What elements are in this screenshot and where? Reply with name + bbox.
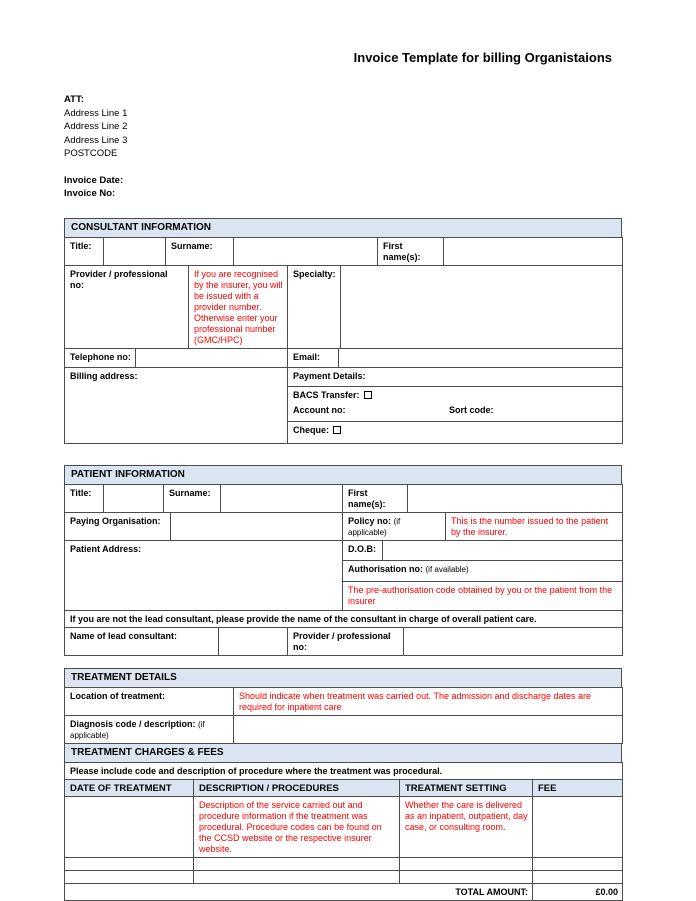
charges-header-row — [65, 779, 623, 796]
lead-consultant-row — [64, 627, 623, 656]
charges-section-header: TREATMENT CHARGES & FEES — [64, 743, 622, 763]
lead-provider-no-input[interactable] — [404, 627, 623, 655]
address-line-1: Address Line 1 — [64, 107, 128, 119]
diagnosis-label: Diagnosis code / description: — [70, 718, 196, 729]
policy-no-label-strong: Policy no: — [348, 515, 392, 526]
consultant-firstnames-input[interactable] — [444, 237, 623, 265]
date-of-treatment-input[interactable] — [65, 857, 194, 870]
consultant-firstnames-label: First name(s): — [378, 237, 444, 265]
treatment-setting-note: Whether the care is delivered as an inpatient, outpatient, day case, or consulting room. — [400, 796, 533, 857]
sort-code-label: Sort code: — [449, 404, 494, 415]
consultant-name-row — [64, 237, 623, 266]
patient-title-label: Title: — [65, 484, 104, 512]
treatment-location-row — [64, 687, 623, 716]
consultant-billing-payment-rows — [64, 367, 623, 444]
policy-no-hint: (if applicable) — [348, 516, 401, 537]
preauth-note: The pre-authorisation code obtained by you or the patient from the insurer — [343, 582, 623, 610]
invoice-meta-block — [64, 174, 622, 201]
patient-section-header: PATIENT INFORMATION — [64, 465, 622, 485]
account-sort-line — [293, 405, 618, 416]
lead-consultant-note-row — [64, 610, 623, 628]
col-fee: FEE — [533, 779, 623, 796]
lead-consultant-label: Name of lead consultant: — [65, 627, 219, 655]
cheque-cell — [288, 421, 623, 443]
telephone-input[interactable] — [136, 348, 288, 367]
fee-input[interactable] — [533, 857, 623, 870]
charges-note-row — [64, 762, 623, 780]
payment-details-label: Payment Details: — [288, 367, 623, 386]
invoice-no-label: Invoice No: — [64, 188, 116, 199]
policy-no-note: This is the number issued to the patient by the insurer. — [446, 512, 623, 540]
account-no-label: Account no: — [293, 404, 346, 415]
treatment-setting-input[interactable] — [400, 870, 533, 883]
consultant-section — [64, 218, 622, 444]
bacs-checkbox[interactable] — [364, 391, 372, 399]
diagnosis-hint: (if applicable) — [70, 719, 205, 740]
patient-title-input[interactable] — [104, 484, 164, 512]
specialty-label: Specialty: — [288, 265, 341, 348]
cheque-checkbox[interactable] — [333, 426, 341, 434]
consultant-provider-row — [64, 265, 623, 349]
charges-empty-row — [65, 857, 623, 870]
diagnosis-input[interactable] — [234, 715, 623, 743]
lead-consultant-input[interactable] — [219, 627, 288, 655]
consultant-surname-input[interactable] — [234, 237, 378, 265]
authorisation-no-cell[interactable] — [343, 560, 623, 581]
location-of-treatment-note: Should indicate when treatment was carried out. The admission and discharge dates are required for inpatient care — [234, 687, 623, 715]
paying-organisation-input[interactable] — [171, 512, 343, 540]
billing-address-input[interactable] — [65, 367, 288, 443]
description-note: Description of the service carried out and procedure information if the treatment was procedural. Procedure codes can be found on the CCSD website or the respective insurer website. — [194, 796, 400, 857]
dob-input[interactable] — [383, 540, 623, 560]
description-input[interactable] — [194, 857, 400, 870]
patient-address-rows — [64, 540, 623, 611]
col-description-procedures: DESCRIPTION / PROCEDURES — [194, 779, 400, 796]
address-line-2: Address Line 2 — [64, 121, 128, 132]
paying-organisation-row — [64, 512, 623, 541]
document-title: Invoice Template for billing Organistaions — [353, 50, 612, 65]
patient-surname-input[interactable] — [221, 484, 343, 512]
consultant-contact-row — [64, 348, 623, 368]
provider-number-label: Provider / professional no: — [65, 265, 189, 348]
charges-table — [64, 779, 623, 901]
charges-total-row — [65, 883, 623, 900]
consultant-surname-label: Surname: — [166, 237, 234, 265]
consultant-title-label: Title: — [65, 237, 104, 265]
lead-provider-no-label: Provider / professional no: — [288, 627, 404, 655]
bacs-line — [293, 390, 618, 401]
treatment-setting-input[interactable] — [400, 857, 533, 870]
specialty-input[interactable] — [341, 265, 623, 348]
fee-input[interactable] — [533, 796, 623, 857]
date-of-treatment-input[interactable] — [65, 796, 194, 857]
billing-address-label: Billing address: — [70, 370, 138, 381]
patient-firstnames-input[interactable] — [408, 484, 623, 512]
charges-guidance-row — [65, 796, 623, 857]
patient-address-input[interactable] — [65, 540, 343, 610]
fee-input[interactable] — [533, 870, 623, 883]
recipient-address-block — [64, 93, 622, 161]
consultant-section-header: CONSULTANT INFORMATION — [64, 218, 622, 238]
date-of-treatment-input[interactable] — [65, 870, 194, 883]
treatment-section-header: TREATMENT DETAILS — [64, 668, 622, 688]
policy-no-label — [343, 512, 446, 540]
patient-firstnames-label: First name(s): — [343, 484, 408, 512]
authorisation-no-hint: (if available) — [425, 564, 469, 574]
total-amount-value: £0.00 — [533, 883, 623, 900]
att-label: ATT: — [64, 94, 84, 105]
authorisation-no-label: Authorisation no: — [348, 563, 423, 574]
patient-section — [64, 465, 622, 656]
lead-consultant-note: If you are not the lead consultant, please provide the name of the consultant in charge of overall patient care. — [65, 610, 623, 627]
telephone-label: Telephone no: — [65, 348, 136, 367]
dob-label: D.O.B: — [343, 540, 383, 560]
cheque-label: Cheque: — [293, 424, 329, 435]
patient-name-row — [64, 484, 623, 513]
total-amount-label: TOTAL AMOUNT: — [65, 883, 533, 900]
email-input[interactable] — [339, 348, 623, 367]
email-label: Email: — [288, 348, 339, 367]
address-line-3: Address Line 3 — [64, 134, 128, 146]
col-treatment-setting: TREATMENT SETTING — [400, 779, 533, 796]
bacs-transfer-label: BACS Transfer: — [293, 389, 360, 400]
invoice-date-label: Invoice Date: — [64, 174, 124, 186]
treatment-section — [64, 668, 622, 901]
patient-surname-label: Surname: — [164, 484, 221, 512]
location-of-treatment-label: Location of treatment: — [65, 687, 234, 715]
charges-empty-row — [65, 870, 623, 883]
postcode: POSTCODE — [64, 148, 118, 159]
paying-organisation-label: Paying Organisation: — [65, 512, 171, 540]
bacs-cell — [288, 386, 623, 421]
description-input[interactable] — [194, 870, 400, 883]
diagnosis-label-cell — [65, 715, 234, 743]
col-date-of-treatment: DATE OF TREATMENT — [65, 779, 194, 796]
patient-address-label: Patient Address: — [70, 543, 142, 554]
charges-note: Please include code and description of procedure where the treatment was procedural. — [65, 762, 623, 779]
diagnosis-row — [64, 715, 623, 744]
consultant-title-input[interactable] — [104, 237, 166, 265]
provider-number-note: If you are recognised by the insurer, you will be issued with a provider number. Otherwise enter your professional number (GMC/HPC) — [189, 265, 288, 348]
